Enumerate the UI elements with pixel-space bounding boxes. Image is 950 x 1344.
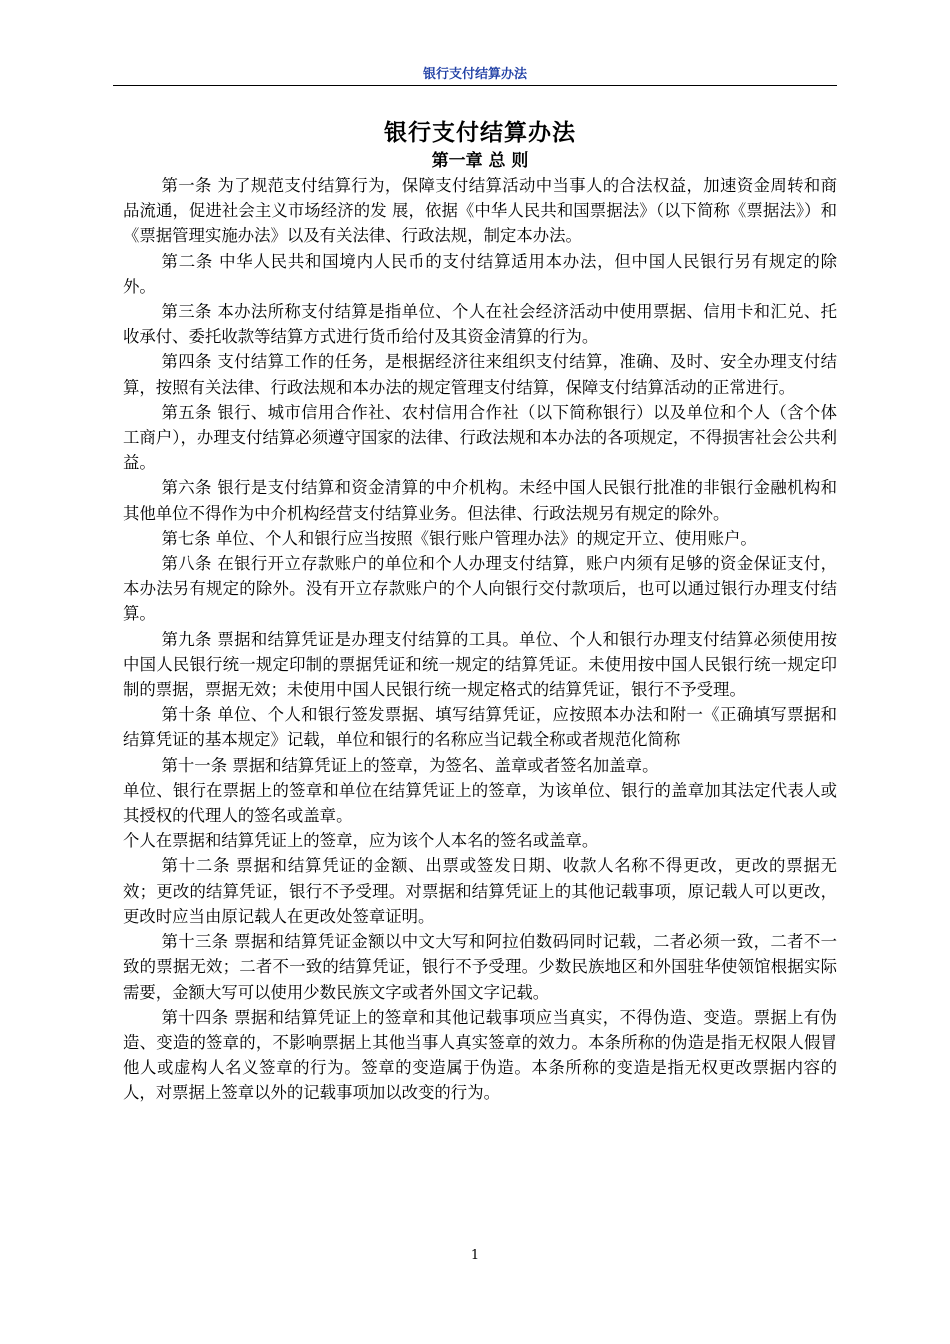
article-8: 第八条 在银行开立存款账户的单位和个人办理支付结算，账户内须有足够的资金保证支付，本办法另有规定的除外。没有开立存款账户的个人向银行交付款项后，也可以通过银行办理支付结算。 [123,554,837,624]
running-header: 银行支付结算办法 [422,67,527,82]
article-2: 第二条 中华人民共和国境内人民币的支付结算适用本办法，但中国人民银行另有规定的除外。 [123,251,837,296]
page-number: 1 [470,1248,480,1263]
article-6: 第六条 银行是支付结算和资金清算的中介机构。未经中国人民银行批准的非银行金融机构和其他单位不得作为中介机构经营支付结算业务。但法律、行政法规另有规定的除外。 [123,478,837,523]
article-11: 第十一条 票据和结算凭证上的签章，为签名、盖章或者签名加盖章。 [161,755,659,775]
article-13: 第十三条 票据和结算凭证金额以中文大写和阿拉伯数码同时记载，二者必须一致，二者不一致的票据无效；二者不一致的结算凭证，银行不予受理。少数民族地区和外国驻华使领馆根据实际需要，金额大写可以使用少数民族文字或者外国文字记载。 [123,932,837,1002]
article-1: 第一条 为了规范支付结算行为，保障支付结算活动中当事人的合法权益，加速资金周转和商品流通，促进社会主义市场经济的发 展，依据《中华人民共和国票据法》（以下简称《票据法》）和《票据管理实施办法》以及有关法律、行政法规，制定本办法。 [123,176,837,246]
article-14: 第十四条 票据和结算凭证上的签章和其他记载事项应当真实，不得伪造、变造。票据上有伪造、变造的签章的，不影响票据上其他当事人真实签章的效力。本条所称的伪造是指无权限人假冒他人或虚构人名义签章的行为。签章的变造属于伪造。本条所称的变造是指无权更改票据内容的人，对票据上签章以外的记载事项加以改变的行为。 [123,1007,837,1103]
chapter-heading: 第一章 总 则 [431,151,529,171]
document-body [123,117,837,1106]
article-4: 第四条 支付结算工作的任务，是根据经济往来组织支付结算，准确、及时、安全办理支付结算，按照有关法律、行政法规和本办法的规定管理支付结算，保障支付结算活动的正常进行。 [123,352,837,397]
document-title: 银行支付结算办法 [384,120,576,146]
article-11-paragraph-3: 个人在票据和结算凭证上的签章，应为该个人本名的签名或盖章。 [123,831,599,851]
article-7: 第七条 单位、个人和银行应当按照《银行账户管理办法》的规定开立、使用账户。 [161,528,757,548]
header-divider [113,85,837,86]
article-9: 第九条 票据和结算凭证是办理支付结算的工具。单位、个人和银行办理支付结算必须使用按中国人民银行统一规定印制的票据凭证和统一规定的结算凭证。未使用按中国人民银行统一规定印制的票据，票据无效；未使用中国人民银行统一规定格式的结算凭证，银行不予受理。 [123,629,837,700]
article-3: 第三条 本办法所称支付结算是指单位、个人在社会经济活动中使用票据、信用卡和汇兑、托收承付、委托收款等结算方式进行货币给付及其资金清算的行为。 [123,302,837,347]
article-5: 第五条 银行、城市信用合作社、农村信用合作社（以下简称银行）以及单位和个人（含个体工商户），办理支付结算必须遵守国家的法律、行政法规和本办法的各项规定，不得损害社会公共利益。 [123,402,837,473]
article-10: 第十条 单位、个人和银行签发票据、填写结算凭证，应按照本办法和附一《正确填写票据和结算凭证的基本规定》记载，单位和银行的名称应当记载全称或者规范化简称 [123,705,837,750]
article-11-paragraph-2: 单位、银行在票据上的签章和单位在结算凭证上的签章，为该单位、银行的盖章加其法定代表人或其授权的代理人的签名或盖章。 [123,780,837,826]
article-12: 第十二条 票据和结算凭证的金额、出票或签发日期、收款人名称不得更改，更改的票据无效；更改的结算凭证，银行不予受理。对票据和结算凭证上的其他记载事项，原记载人可以更改，更改时应当由原记载人在更改处签章证明。 [123,856,837,926]
